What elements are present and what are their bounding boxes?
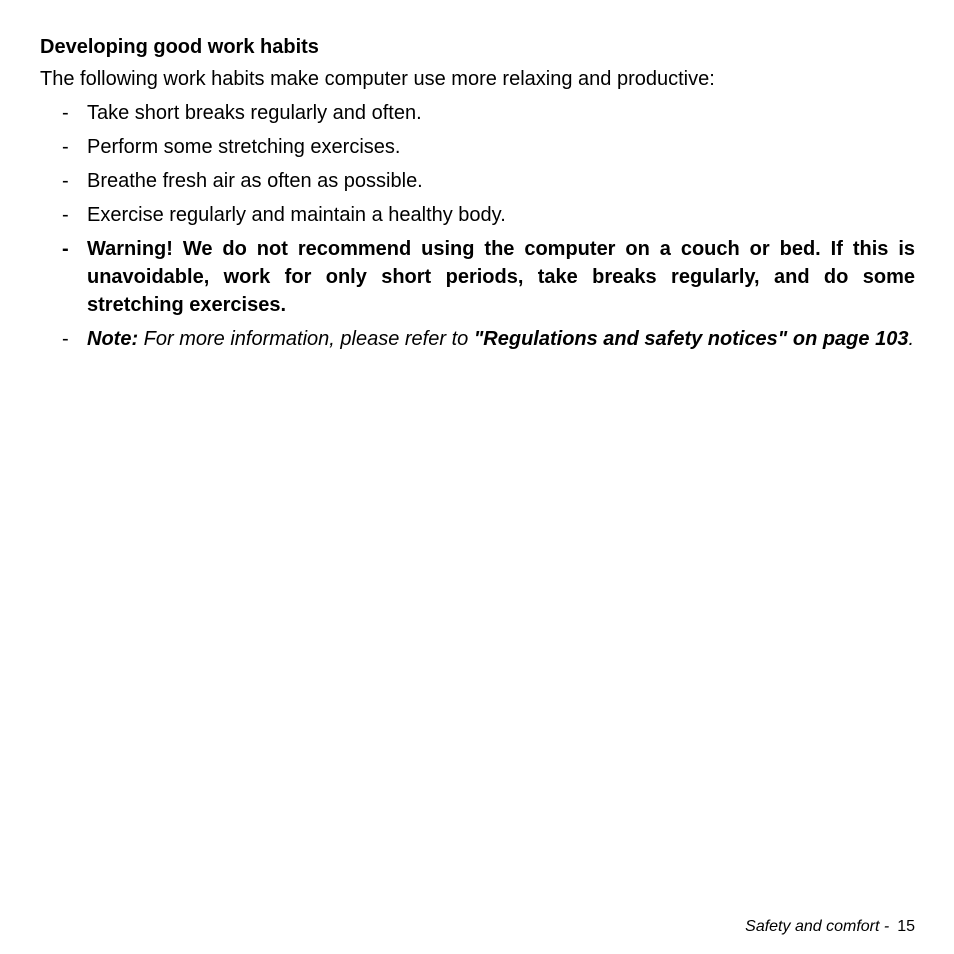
list-marker: - [62,170,69,192]
list-item-text: Take short breaks regularly and often. [87,102,422,124]
work-habits-list [40,99,915,353]
footer-section-title: Safety and comfort - [745,918,890,935]
document-page [40,33,915,359]
note-cross-reference-link[interactable]: "Regulations and safety notices" on page 103 [473,328,909,350]
note-item [40,325,915,353]
note-text: For more information, please refer to [138,328,474,350]
footer-page-number: 15 [897,918,915,935]
note-label: Note: [87,328,139,350]
warning-text: Warning! We do not recommend using the computer on a couch or bed. If this is unavoidable, work for only short periods, take breaks regularly, and do some stretching exercises. [87,238,915,316]
list-item [40,133,915,161]
warning-item [40,235,915,319]
intro-paragraph: The following work habits make computer use more relaxing and productive: [40,68,715,90]
list-marker: - [62,238,69,260]
list-marker: - [62,204,69,226]
list-item-text: Exercise regularly and maintain a healthy body. [87,204,506,226]
list-marker: - [62,328,69,350]
section-heading: Developing good work habits [40,36,319,58]
list-item-text: Perform some stretching exercises. [87,136,401,158]
page-footer [745,915,915,939]
note-end: . [908,328,915,350]
list-item [40,201,915,229]
list-marker: - [62,102,69,124]
list-marker: - [62,136,69,158]
list-item-text: Breathe fresh air as often as possible. [87,170,423,192]
list-item [40,99,915,127]
list-item [40,167,915,195]
